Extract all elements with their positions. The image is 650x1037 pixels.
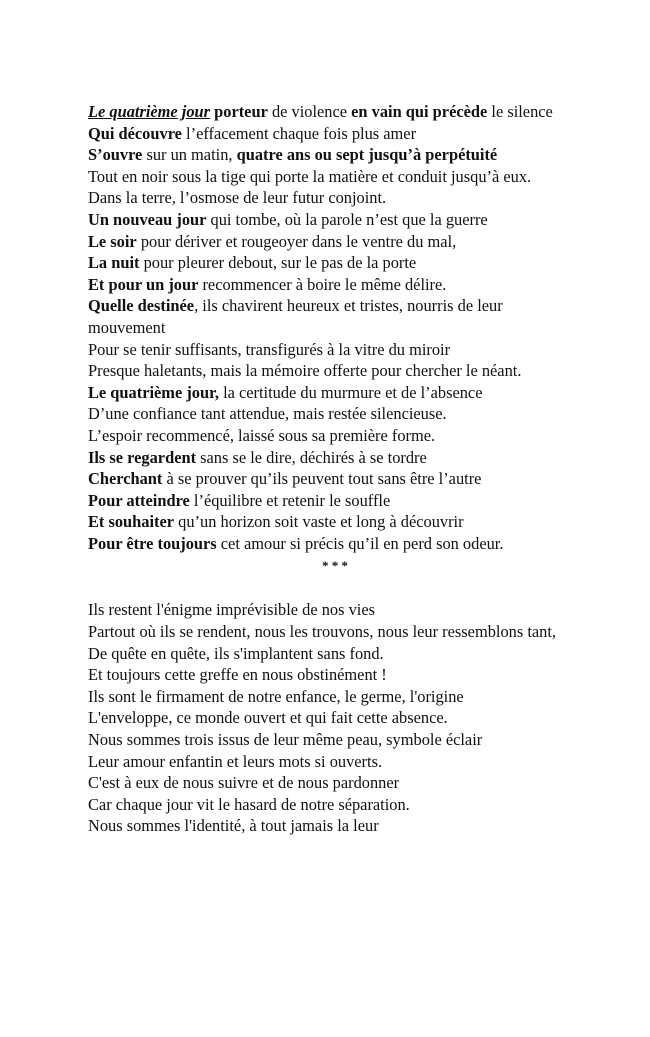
poem-line xyxy=(88,490,580,512)
poem-line xyxy=(88,295,580,338)
poem-line: Ils sont le firmament de notre enfance, le germe, l'origine xyxy=(88,686,464,706)
poem-text: qu’un horizon soit vaste et long à découvrir xyxy=(174,512,464,532)
poem-line xyxy=(88,144,580,166)
emphasis-text: Et souhaiter xyxy=(88,512,175,532)
poem-text: L’espoir recommencé, laissé sous sa première forme. xyxy=(88,425,436,445)
emphasis-text: Ils se regardent xyxy=(88,447,197,467)
poem-stanza-2 xyxy=(88,599,580,837)
poem-line xyxy=(88,360,580,382)
poem-line: Nous sommes l'identité, à tout jamais la leur xyxy=(88,816,379,836)
emphasis-text: Qui découvre xyxy=(88,123,182,143)
poem-text: cet amour si précis qu’il en perd son odeur. xyxy=(216,533,504,553)
emphasis-text: Et pour un jour xyxy=(88,274,199,294)
poem-text: D’une confiance tant attendue, mais restée silencieuse. xyxy=(88,404,447,424)
poem-line xyxy=(88,382,580,404)
emphasis-text: Quelle destinée xyxy=(88,296,195,316)
poem-line xyxy=(88,274,580,296)
poem-text: l’équilibre et retenir le souffle xyxy=(189,490,391,510)
poem-text: le silence xyxy=(487,102,553,121)
emphasis-text: en vain qui précède xyxy=(351,102,488,121)
emphasis-text: quatre ans ou sept jusqu’à perpétuité xyxy=(236,145,498,165)
emphasis-text: Un nouveau jour xyxy=(88,209,207,229)
poem-line: De quête en quête, ils s'implantent sans fond. xyxy=(88,643,384,663)
poem-text: sur un matin, xyxy=(142,145,237,165)
poem-text: Tout en noir sous la tige qui porte la matière et conduit jusqu’à eux. xyxy=(88,166,532,186)
poem-line xyxy=(88,187,580,209)
emphasis-text: Pour être toujours xyxy=(88,533,217,553)
poem-text: Presque haletants, mais la mémoire offerte pour chercher le néant. xyxy=(88,361,522,381)
poem-line xyxy=(88,339,580,361)
poem-line xyxy=(88,447,580,469)
section-separator: * * * xyxy=(322,558,348,574)
poem-line: Leur amour enfantin et leurs mots si ouverts. xyxy=(88,751,383,771)
poem-line xyxy=(88,101,580,123)
poem-text: l’effacement chaque fois plus amer xyxy=(181,123,417,143)
emphasis-text: porteur xyxy=(214,102,268,121)
poem-line: Partout où ils se rendent, nous les trouvons, nous leur ressemblons tant, xyxy=(88,622,556,642)
poem-text: , ils chavirent heureux et tristes, nourris de leur mouvement xyxy=(88,296,503,337)
poem-line xyxy=(88,511,580,533)
emphasis-text: Le quatrième jour, xyxy=(88,382,219,402)
poem-line: Et toujours cette greffe en nous obstinément ! xyxy=(88,665,387,685)
poem-text: qui tombe, où la parole n’est que la guerre xyxy=(206,209,488,229)
emphasis-text: La nuit xyxy=(88,253,140,273)
poem-text: pour pleurer debout, sur le pas de la porte xyxy=(139,253,417,273)
poem-line xyxy=(88,252,580,274)
emphasis-text: S’ouvre xyxy=(88,145,143,165)
poem-text: de violence xyxy=(267,102,352,121)
poem-line xyxy=(88,533,580,555)
emphasis-text: Le quatrième jour xyxy=(88,102,211,121)
poem-line xyxy=(88,209,580,231)
poem-line xyxy=(88,231,580,253)
poem-line: C'est à eux de nous suivre et de nous pardonner xyxy=(88,773,400,793)
poem-line xyxy=(88,403,580,425)
poem-line xyxy=(88,166,580,188)
poem-text: à se prouver qu’ils peuvent tout sans être l’autre xyxy=(162,469,482,489)
emphasis-text: Pour atteindre xyxy=(88,490,190,510)
poem-text: Pour se tenir suffisants, transfigurés à la vitre du miroir xyxy=(88,339,451,359)
poem-line: Ils restent l'énigme imprévisible de nos vies xyxy=(88,600,375,620)
poem-line xyxy=(88,468,580,490)
emphasis-text: Cherchant xyxy=(88,469,163,489)
emphasis-text: Le soir xyxy=(88,231,137,251)
poem-text: la certitude du murmure et de l’absence xyxy=(218,382,483,402)
document-page xyxy=(88,101,580,837)
poem-line: Nous sommes trois issus de leur même peau, symbole éclair xyxy=(88,730,483,750)
poem-line: Car chaque jour vit le hasard de notre séparation. xyxy=(88,794,410,814)
poem-text: sans se le dire, déchirés à se tordre xyxy=(196,447,427,467)
poem-stanza-1 xyxy=(88,101,580,554)
poem-line xyxy=(88,123,580,145)
poem-text: recommencer à boire le même délire. xyxy=(198,274,447,294)
poem-text: Dans la terre, l’osmose de leur futur conjoint. xyxy=(88,188,387,208)
poem-line xyxy=(88,425,580,447)
poem-text: pour dériver et rougeoyer dans le ventre du mal, xyxy=(136,231,457,251)
poem-line: L'enveloppe, ce monde ouvert et qui fait cette absence. xyxy=(88,708,448,728)
